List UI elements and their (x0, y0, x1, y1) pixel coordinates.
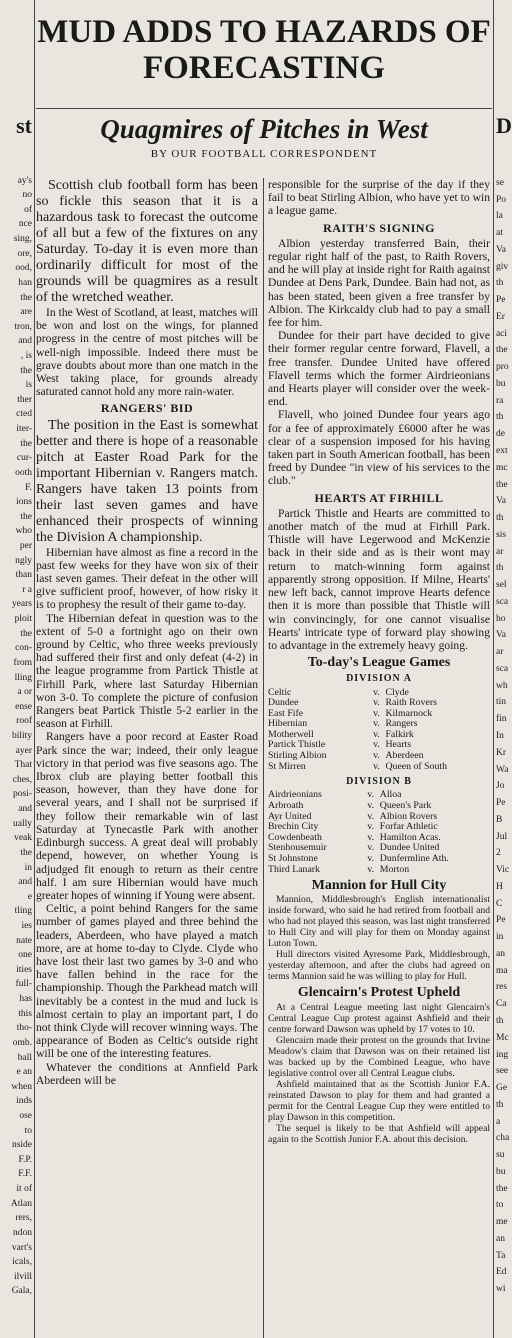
away-team: Queen of South (385, 760, 447, 772)
right-fragments-text: Va (496, 496, 507, 507)
paragraph: Ashfield maintained that as the Scottish Junior F.A. reinstated Dawson to play for them and had granted a permit for the Central League Cup they were entitled to play Dawson in this competition. (268, 1078, 490, 1123)
left-fragments-text: a or (17, 687, 32, 698)
away-team: Hearts (385, 739, 412, 751)
right-fragments-text: Kr (496, 747, 507, 758)
away-team: Clyde (385, 686, 409, 698)
fixtures-title: To-day's League Games (307, 655, 451, 671)
division-heading: DIVISION A (346, 673, 412, 685)
right-fragments-text: giv (496, 261, 509, 272)
right-fragments-text: th (496, 513, 504, 524)
away-team: Albion Rovers (379, 810, 438, 822)
right-fragments-text: la (496, 211, 503, 222)
left-fragments-text: lling (14, 672, 32, 683)
left-fragments-text: iter- (16, 424, 32, 435)
left-fragments-text: and (18, 804, 32, 815)
left-fragments-text: than (15, 570, 32, 581)
left-fragments-text: con- (15, 643, 32, 654)
right-fragments-text: cha (496, 1133, 510, 1144)
left-fragments-text: nate (16, 935, 32, 946)
right-fragments-text: mc (496, 462, 508, 473)
right-fragments-text: H (496, 881, 503, 892)
left-column-fragments (2, 0, 32, 1338)
right-fragments-text: Vic (496, 865, 510, 876)
right-fragments-text: Mc (496, 1032, 509, 1043)
left-fragments-text: years (11, 599, 32, 610)
home-team: Dundee (268, 697, 299, 709)
paragraph: Partick Thistle and Hearts are committed to another match of the mud at Firhill Park. Thistle will have Legerwood and McKenzie back in their side and as is their wont may return to match-winning form against apparently strong opposition. If Milne, Hearts' new left back, cannot improve Hearts defence then it is more than possible that Thistle will win convincingly, for one cannot visualise Hearts' intricate type of forward play showing to advantage in the extremely heavy going. (268, 506, 490, 652)
left-fragments-text: inds (16, 1096, 32, 1107)
left-fragments-text: when (11, 1081, 32, 1092)
right-fragments-text: Ta (496, 1250, 506, 1261)
paragraph: In the West of Scotland, at least, matches will be won and lost on the wings, for planned progress in the centre of most pitches will be well-nigh impossible. Indeed there must be grave doubts about more than one match in the West taking place, for grounds already saturated cannot hold any more rain-water. (36, 306, 258, 399)
versus: v. (367, 831, 375, 843)
right-fragments-text: wh (496, 680, 508, 691)
home-team: Ayr United (268, 810, 312, 822)
left-fragments-text: ploit (14, 614, 32, 625)
right-fragments-text: th (496, 1099, 504, 1110)
right-fragments-text: see (496, 1066, 509, 1077)
right-fragments-text: de (496, 429, 505, 440)
versus: v. (367, 810, 375, 822)
left-fragments-text: r a (22, 584, 32, 595)
left-fragments-text: the (20, 847, 32, 858)
home-team: Brechin City (268, 821, 319, 833)
left-fragments-text: ose (19, 1111, 32, 1121)
article (36, 0, 492, 1145)
away-team: Dunfermline Ath. (379, 853, 449, 865)
right-fragments-text: Jul (496, 831, 508, 842)
left-fragments-text: are (20, 307, 32, 318)
left-fragments-text: cted (16, 409, 32, 420)
right-fragments-text: Er (496, 311, 505, 322)
paragraph: Hull directors visited Ayresome Park, Middlesbrough, yesterday afternoon, and after the clubs had agreed on terms Mannion said he was willing to play for Hull. (268, 949, 490, 983)
left-fragments-text: st (16, 113, 32, 138)
left-fragments-text: posi- (13, 789, 32, 800)
right-fragments-text: ext (496, 446, 508, 456)
division-heading: DIVISION B (346, 776, 412, 788)
home-team: Third Lanark (268, 863, 320, 875)
left-fragments-text: and (18, 336, 32, 347)
left-fragments-text: ities (16, 964, 32, 975)
versus: v. (373, 707, 380, 719)
home-team: Stenhousemuir (268, 842, 327, 854)
paragraph: At a Central League meeting last night Glencairn's Central League Cup protest against Ashfield and their centre forward Dawson was upheld by 17 votes to 10. (268, 1001, 490, 1035)
away-team: Dundee United (379, 842, 440, 854)
paragraph: Glencairn made their protest on the grounds that Irvine Meadow's claim that Dawson was on their retained list was backed up by the Combined League, who have legislative control over all Central League clubs. (268, 1034, 490, 1079)
right-fragments-text: sca (496, 663, 509, 674)
right-fragments-text: to (496, 1200, 504, 1211)
right-fragments-text: tin (496, 697, 507, 708)
versus: v. (367, 821, 375, 833)
right-fragments-text: Jo (496, 781, 505, 792)
right-fragments-text: at (496, 228, 503, 239)
paragraph: Albion yesterday transferred Bain, their regular right half of the past, to Raith Rovers, and he will play at inside right for Raith against Dundee at Dens Park, Dundee. Bain had not, as has been stated, been given a free transfer by Albion. The Kirkcaldy club had to pay a small fee for him. (268, 236, 490, 330)
glencairn-story (268, 1002, 490, 1145)
left-fragments-text: han (18, 277, 32, 288)
left-fragments-text: full- (15, 979, 32, 990)
right-fragments-text: the (496, 479, 508, 490)
left-fragments-text: per (19, 541, 32, 551)
left-fragments-text: ually (13, 818, 32, 829)
right-fragments-text: se (496, 177, 504, 188)
left-fragments-text: nside (11, 1140, 32, 1151)
right-fragments-text: in (496, 932, 504, 943)
left-fragments-text: tron, (14, 321, 32, 332)
right-fragments-text: Va (496, 244, 507, 255)
right-fragments-text: B (496, 814, 503, 825)
left-fragments-text: no (22, 190, 32, 201)
left-fragments-text: ngly (15, 555, 32, 566)
left-fragments-text: ilvill (14, 1271, 32, 1282)
right-fragments-text: wi (496, 1284, 506, 1295)
glencairn-title: Glencairn's Protest Upheld (297, 985, 461, 1001)
article-column-2-text (268, 178, 490, 652)
left-fragments-text: sing, (13, 234, 32, 245)
left-fragments-text: ood, (15, 263, 32, 274)
left-fragments-text: e an (16, 1067, 32, 1078)
left-fragments-text: from (13, 657, 32, 668)
section-heading: RAITH'S SIGNING (323, 220, 435, 235)
right-fragments-text: In (496, 731, 504, 741)
right-fragments-text: th (496, 563, 504, 574)
right-fragments-text: me (496, 1217, 508, 1228)
away-team: Queen's Park (379, 800, 432, 812)
versus: v. (367, 842, 375, 854)
left-fragments-text: ay's (17, 175, 32, 186)
right-fragments-text: ar (496, 546, 504, 557)
paragraph: Mannion, Middlesbrough's English internationalist inside forward, who said he had retired from football and who had not played this season, was last night transferred to Hull City and will play for them on Monday against Luton Town. (268, 894, 490, 950)
left-fragments-text: ndon (13, 1227, 32, 1238)
away-team: Forfar Athletic (379, 821, 438, 833)
away-team: Kilmarnock (385, 707, 433, 719)
right-fragments-text: a (496, 1116, 501, 1127)
right-fragments-text: th (496, 278, 504, 289)
left-fragments-text: and (18, 877, 32, 888)
home-team: Motherwell (268, 728, 314, 740)
paragraph: Rangers have a poor record at Easter Road Park since the war; indeed, their only league victory in that period was five seasons ago. The Ibrox club are playing better football this season, however, than they have done for several years, and I shall not be surprised if they follow their remarkable win of last Saturday at Tynecastle Park with another Edinburgh success. A great deal will probably depend, however, on whether Young is adjudged fit enough to return as their centre half. I am sure Hibernian would have much greater hopes of winning if Young were absent. (36, 730, 258, 902)
left-fragments-text: the (20, 438, 32, 449)
right-fragments-text: the (496, 1183, 508, 1194)
home-team: Airdrieonians (268, 789, 322, 801)
right-fragments-text: 2 (496, 848, 501, 859)
versus: v. (367, 863, 375, 875)
home-team: Partick Thistle (268, 739, 326, 751)
paragraph: responsible for the surprise of the day if they fail to beat Stirling Albion, who have yet to win a league game. (268, 178, 490, 218)
left-fragments-text: has (19, 994, 32, 1005)
left-fragments-text: the (20, 365, 32, 376)
right-fragments-text: D (496, 113, 512, 138)
right-fragments-text: res (496, 982, 508, 993)
fixture-row (268, 762, 490, 773)
right-fragments-text: Po (496, 194, 507, 205)
right-fragments-text: Ca (496, 999, 507, 1010)
right-fragments-text: Pe (496, 295, 506, 306)
right-fragments-text: ra (496, 395, 504, 406)
left-fragments-text: ball (17, 1052, 32, 1063)
versus: v. (367, 853, 375, 865)
left-fragments-text: ayer (15, 745, 32, 756)
headline: MUD ADDS TO HAZARDS OF FORECASTING (37, 14, 491, 86)
home-team: St Johnstone (268, 853, 318, 865)
article-column-1 (36, 178, 258, 1087)
left-fragments-text: ies (21, 921, 32, 931)
paragraph: Celtic, a point behind Rangers for the same number of games played and three behind the leaders, Aberdeen, who have played a match more, are at home to-day to Clyde. Clyde who have lost their last two games by 3-0 and who have fallen behind in the race for the championship. Though the Parkhead match will inevitably be a contest in the mud and luck is almost certain to play an important part, I do not think Clyde will recover winning ways. The appearance of Boden as Celtic's outside right will be one of the interesting features. (36, 902, 258, 1061)
right-fragments-text: su (496, 1150, 505, 1161)
paragraph: Flavell, who joined Dundee four years ago for a fee of approximately £6000 after he was clear of a suspension imposed for his having taken part in South American football, has been freed by Dundee "in view of his services to the club." (268, 408, 490, 488)
away-team: Raith Rovers (385, 697, 437, 709)
left-fragments-text: in (24, 862, 32, 873)
home-team: Arbroath (268, 800, 304, 812)
home-team: Cowdenbeath (268, 831, 322, 843)
headline-rule (36, 108, 492, 109)
away-team: Rangers (385, 718, 418, 730)
right-fragments-text: pro (496, 362, 509, 373)
mannion-title: Mannion for Hull City (311, 878, 447, 894)
paragraph: Dundee for their part have decided to give their former regular centre forward, Flavell, a free transfer. Dundee United have offered Flavell terms which the former Airdrieonians and Hearts player will consider over the week-end. (268, 329, 490, 409)
versus: v. (367, 789, 375, 801)
left-fragments-text: ooth (15, 467, 32, 478)
left-fragments-text: ches, (12, 774, 32, 785)
column-rule-center (263, 178, 264, 1338)
right-fragments-text: ho (496, 613, 506, 624)
left-fragments-text: tho- (16, 1023, 32, 1034)
home-team: Stirling Albion (268, 750, 327, 762)
left-fragments-text: icals, (12, 1257, 32, 1268)
paragraph: Hibernian have almost as fine a record in the past few weeks for they have won six of their last seven games. Their defeat in the other will give sufficient proof, however, of how risky it is to prophesy the result of their game to-day. (36, 545, 258, 612)
left-fragments-text: F.F. (18, 1169, 32, 1180)
versus: v. (373, 750, 380, 762)
versus: v. (373, 760, 380, 772)
right-fragments-text: ma (496, 965, 508, 976)
away-team: Alloa (379, 789, 402, 801)
paragraph: The sequel is likely to be that Ashfield will appeal again to the Scottish Junior F.A. about this decision. (268, 1122, 490, 1145)
article-column-2 (268, 178, 490, 1145)
versus: v. (373, 686, 380, 698)
right-fragments-text: sis (496, 529, 507, 540)
left-fragments-text: the (20, 292, 32, 303)
right-fragments-text: Ge (496, 1083, 508, 1094)
right-fragments-text: the (496, 345, 508, 356)
away-team: Falkirk (385, 728, 414, 740)
left-fragments-text: this (18, 1008, 32, 1019)
paragraph: Whatever the conditions at Annfield Park Aberdeen will be (36, 1060, 258, 1087)
right-fragments-text: aci (496, 328, 508, 339)
left-fragments-text: bility (11, 731, 32, 741)
left-fragments-text: , is (20, 351, 32, 361)
right-fragments-text: sel (496, 580, 507, 591)
left-fragments-text: roof (16, 716, 32, 727)
left-fragments-text: to (24, 1125, 32, 1136)
away-team: Hamilton Acas. (379, 831, 441, 843)
left-fragments-text: ther (17, 394, 32, 405)
paragraph: The position in the East is somewhat better and there is hope of a reasonable pitch at Easter Road Park for the important Hibernian v. Rangers match. Rangers have taken 13 points from their last seven games and have enhanced their prospects of winning the Division A championship. (36, 417, 258, 545)
versus: v. (373, 697, 380, 709)
right-fragments-text: an (496, 1233, 505, 1244)
right-fragments-text: bu (496, 1166, 506, 1177)
mannion-story (268, 894, 490, 982)
left-fragments-text: of (24, 204, 32, 215)
fixture-row (268, 865, 490, 876)
right-fragments-text: Pe (496, 798, 506, 809)
home-team: Celtic (268, 686, 292, 698)
right-fragments-text: fin (496, 714, 507, 725)
left-fragments-text: veak (14, 833, 32, 844)
left-fragments-text: one (18, 950, 32, 961)
right-fragments-text: C (496, 898, 503, 909)
right-fragments-text: sca (496, 596, 509, 607)
column-rule-left (34, 0, 35, 1338)
right-fragments-text: Wa (496, 764, 509, 775)
right-fragments-text: ar (496, 647, 504, 658)
versus: v. (373, 728, 380, 740)
section-heading: HEARTS AT FIRHILL (314, 490, 444, 505)
away-team: Morton (379, 863, 410, 875)
left-fragments-text: F. (25, 482, 32, 493)
left-fragments-text: ions (16, 497, 32, 508)
left-fragments-text: ense (15, 701, 32, 712)
left-fragments-text: Gala, (11, 1286, 32, 1297)
versus: v. (373, 718, 380, 730)
left-fragments-text: tling (14, 906, 32, 917)
left-fragments-text: rers, (15, 1213, 32, 1224)
left-fragments-text: cur- (16, 453, 32, 464)
left-fragments-text: omb. (12, 1037, 32, 1048)
left-fragments-text: who (15, 526, 32, 537)
versus: v. (373, 739, 380, 751)
left-fragments-text: it of (16, 1184, 32, 1195)
right-fragments-text: Pe (496, 915, 506, 926)
right-fragments-text: Va (496, 630, 507, 641)
right-fragments-text: th (496, 1016, 504, 1026)
left-fragments-text: is (25, 380, 32, 391)
left-fragments-text: the (20, 628, 32, 639)
right-column-fragments (494, 0, 512, 1338)
byline: BY OUR FOOTBALL CORRESPONDENT (150, 148, 378, 160)
home-team: Hibernian (268, 718, 308, 730)
left-fragments-text: the (20, 511, 32, 522)
left-fragments-text: Atlan (10, 1198, 32, 1209)
left-fragments-text: e (27, 891, 32, 902)
paragraph: Scottish club football form has been so fickle this season that it is a hazardous task to forecast the outcome of all but a few of the fixtures on any Saturday. To-day it is even more than ordinarily difficult for most of the grounds will be quagmires as a result of the wretched weather. (36, 178, 258, 305)
left-fragments-text: That (14, 760, 32, 771)
right-fragments-text: bu (496, 378, 506, 389)
home-team: East Fife (268, 707, 304, 719)
away-team: Aberdeen (385, 750, 424, 762)
left-fragments-text: F.P. (18, 1154, 32, 1165)
right-fragments-text: th (496, 412, 504, 423)
versus: v. (367, 800, 375, 812)
right-fragments-text: Ed (496, 1267, 507, 1278)
left-fragments-text: ore, (17, 248, 32, 259)
subheadline: Quagmires of Pitches in West (100, 114, 428, 144)
home-team: St Mirren (268, 760, 306, 772)
paragraph: The Hibernian defeat in question was to the extent of 5-0 a fortnight ago on their own ground by Celtic, who three weeks previously had suffered their first and only defeat (4-2) in the league programme from Partick Thistle at Firhill Park, where last Saturday Hibernian won 3-0. To complete the picture of confusion Rangers beat Partick Thistle 5-2 earlier in the season at Firhill. (36, 611, 258, 731)
left-fragments-text: vart's (11, 1242, 32, 1253)
fixtures-list (268, 672, 490, 875)
left-fragments-text: nce (18, 219, 32, 230)
fixtures-table (268, 688, 490, 773)
section-heading: RANGERS' BID (100, 401, 194, 416)
right-fragments-text: an (496, 948, 505, 959)
fixtures-table (268, 790, 490, 875)
right-fragments-text: ing (496, 1049, 509, 1060)
